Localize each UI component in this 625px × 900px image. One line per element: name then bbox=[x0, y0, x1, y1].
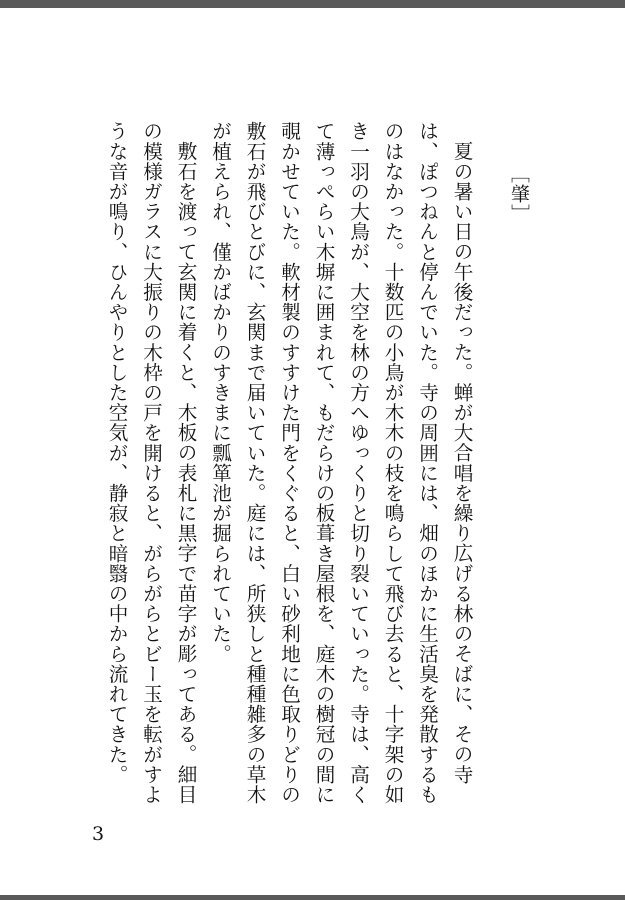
top-page-edge bbox=[0, 0, 625, 8]
body-text bbox=[100, 121, 478, 821]
paragraph: 敷石を渡って玄関に着くと、木板の表札に黒字で苗字が彫ってある。細目の模様ガラスに大振りの木枠の戸を開けると、がらがらとビー玉を転がすような音が鳴り、ひんやりとした空気が、静寂と暗翳の中から流れてきた。 bbox=[105, 121, 197, 805]
page-number: 3 bbox=[92, 823, 105, 845]
paragraph: 夏の暑い日の午後だった。蝉が大合唱を繰り広げる林のそばに、その寺は、ぽつねんと停んでいた。寺の周囲には、畑のほかに生活臭を発散するものはなかった。十数匹の小鳥が木木の枝を鳴らして飛び去ると、十字架の如き一羽の大鳥が、大空を林の方へゆっくりと切り裂いていった。寺は、高くて薄っぺらい木塀に囲まれて、もだらけの板葺き屋根を、庭木の樹冠の間に覗かせていた。軟材製のすすけた門をくぐると、白い砂利地に色取りどりの敷石が飛びとびに、玄関まで届いていた。庭には、所狭しと種種雑多の草木が植えられ、僅かばかりのすきまに瓢箪池が掘られていた。 bbox=[208, 121, 473, 805]
bottom-page-edge bbox=[0, 895, 625, 900]
chapter-title: ［肇］ bbox=[508, 164, 530, 224]
